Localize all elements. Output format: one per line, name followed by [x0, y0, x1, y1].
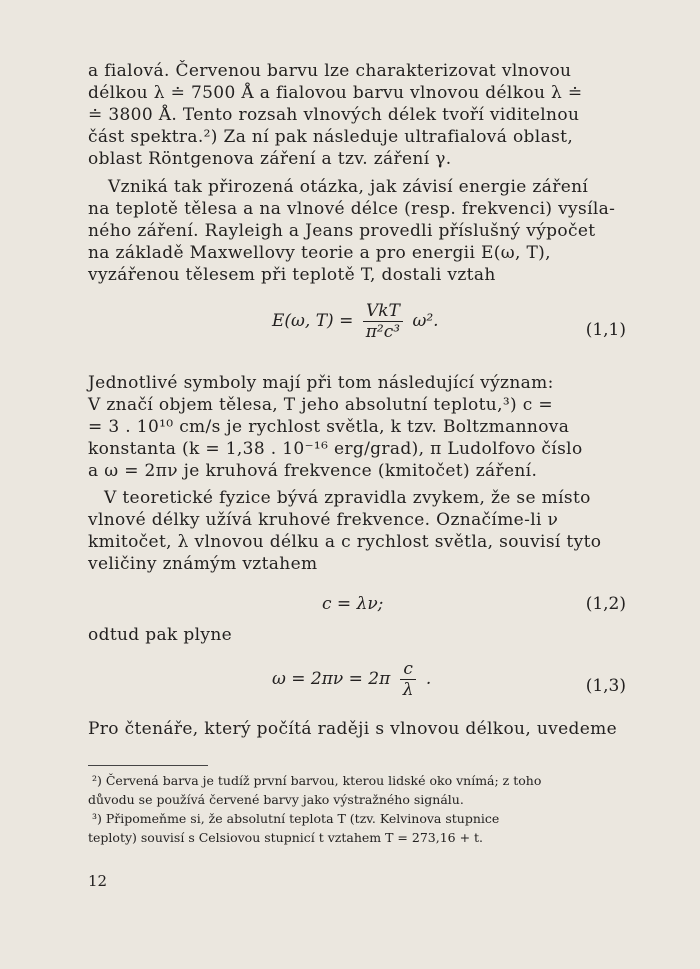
- text-line: na teplotě tělesa a na vlnové délce (resp. frekvenci) vysíla-: [88, 199, 616, 219]
- text-line: na základě Maxwellovy teorie a pro energii E(ω, T),: [88, 243, 551, 263]
- text-line: konstanta (k = 1,38 . 10⁻¹⁶ erg/grad), π Ludolfovo číslo: [88, 439, 583, 459]
- footnote-line: teploty) souvisí s Celsiovou stupnicí t vztahem T = 273,16 + t.: [88, 830, 484, 845]
- text-line: odtud pak plyne: [88, 625, 233, 645]
- text-line: V značí objem tělesa, T jeho absolutní teplotu,³) c =: [88, 395, 553, 415]
- equation-1-3: [272, 660, 431, 699]
- text-line: = 3 . 10¹⁰ cm/s je rychlost světla, k tzv. Boltzmannova: [88, 417, 570, 437]
- text-line: vlnové délky užívá kruhové frekvence. Označíme-li ν: [88, 510, 559, 530]
- text-line: délkou λ ≐ 7500 Å a fialovou barvu vlnovou délkou λ ≐: [88, 83, 583, 103]
- eq3-denominator: λ: [402, 680, 414, 700]
- footnote-rule: [88, 765, 208, 766]
- equation-number-1-2: (1,2): [585, 594, 626, 614]
- eq3-numerator: c: [400, 660, 417, 680]
- eq3-fraction: [400, 660, 417, 699]
- text-line: kmitočet, λ vlnovou délku a c rychlost světla, souvisí tyto: [88, 532, 602, 552]
- footnote-line: důvodu se používá červené barvy jako výstražného signálu.: [88, 792, 464, 807]
- footnote-line: ³) Připomeňme si, že absolutní teplota T (tzv. Kelvinova stupnice: [92, 811, 500, 826]
- text-line: V teoretické fyzice bývá zpravidla zvykem, že se místo: [104, 488, 591, 508]
- equation-1-1: [272, 302, 439, 341]
- equation-number-1-3: (1,3): [585, 676, 626, 696]
- page-number: 12: [88, 872, 108, 890]
- text-line: Pro čtenáře, který počítá raději s vlnovou délkou, uvedeme: [88, 719, 618, 739]
- text-line: Vzniká tak přirozená otázka, jak závisí energie záření: [108, 177, 589, 197]
- text-line: část spektra.²) Za ní pak následuje ultrafialová oblast,: [88, 127, 574, 147]
- text-line: a ω = 2πν je kruhová frekvence (kmitočet) záření.: [88, 461, 538, 481]
- eq1-fraction: [363, 302, 403, 341]
- text-line: ného záření. Rayleigh a Jeans provedli příslušný výpočet: [88, 221, 596, 241]
- text-line: a fialová. Červenou barvu lze charakterizovat vlnovou: [88, 61, 572, 81]
- footnote-line: ²) Červená barva je tudíž první barvou, kterou lidské oko vnímá; z toho: [92, 773, 542, 788]
- eq1-denominator: π²c³: [365, 322, 401, 342]
- eq1-numerator: VkT: [363, 302, 403, 322]
- equation-1-2: c = λν;: [322, 594, 384, 614]
- eq1-rhs: ω².: [412, 311, 439, 331]
- eq1-lhs: E(ω, T) =: [272, 311, 354, 331]
- eq3-rhs: .: [425, 669, 432, 689]
- equation-number-1-1: (1,1): [585, 320, 626, 340]
- text-line: ≐ 3800 Å. Tento rozsah vlnových délek tvoří viditelnou: [88, 105, 580, 125]
- text-line: veličiny známým vztahem: [88, 554, 318, 574]
- eq3-lhs: ω = 2πν = 2π: [272, 669, 391, 689]
- text-line: oblast Röntgenova záření a tzv. záření γ.: [88, 149, 452, 169]
- text-line: Jednotlivé symboly mají při tom následující význam:: [88, 373, 554, 393]
- text-line: vyzářenou tělesem při teplotě T, dostali vztah: [88, 265, 496, 285]
